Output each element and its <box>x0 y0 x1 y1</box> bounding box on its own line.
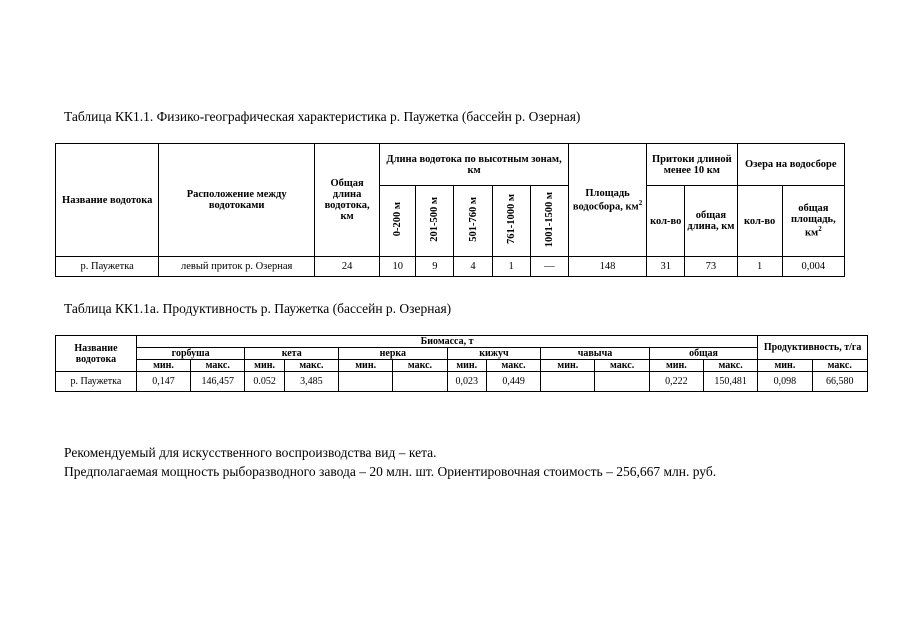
recommendation-text: Рекомендуемый для искусственного воспроизводства вид – кета. <box>64 445 437 460</box>
cell-zone-0: 10 <box>380 257 416 277</box>
species-nerka: нерка <box>339 348 448 360</box>
header-trib-length: общая длина, км <box>685 186 737 257</box>
species-chavycha: чавыча <box>541 348 650 360</box>
cell-name: р. Паужетка <box>56 257 159 277</box>
cell-value <box>541 372 595 392</box>
zone-col-4: 1001-1500 м <box>530 186 568 257</box>
table-row <box>56 257 845 277</box>
physical-geography-table <box>55 143 845 277</box>
header-name: Название водотока <box>56 144 159 257</box>
productivity-table <box>55 335 868 392</box>
cell-lake-area: 0,004 <box>782 257 844 277</box>
cell-location: левый приток р. Озерная <box>159 257 315 277</box>
cell-value: 0,449 <box>486 372 540 392</box>
max-header: макс. <box>393 360 447 372</box>
zone-col-1: 201-500 м <box>416 186 454 257</box>
header-length: Общая длина водотока, км <box>314 144 379 257</box>
cell-value: 0,147 <box>136 372 190 392</box>
header-productivity: Продуктивность, т/га <box>758 336 868 360</box>
header-tributaries: Притоки длиной менее 10 км <box>647 144 737 186</box>
header-area: Площадь водосбора, $км^2$ <box>568 144 646 257</box>
header-biomass: Биомасса, т <box>136 336 757 348</box>
cell-value: 0.052 <box>245 372 284 392</box>
cell-trib-count: 31 <box>647 257 685 277</box>
cell-value <box>393 372 447 392</box>
min-header: мин. <box>541 360 595 372</box>
cell-zone-3: 1 <box>492 257 530 277</box>
header-location: Расположение между водотоками <box>159 144 315 257</box>
max-header: макс. <box>812 360 867 372</box>
max-header: макс. <box>595 360 649 372</box>
max-header: макс. <box>191 360 245 372</box>
min-header: мин. <box>245 360 284 372</box>
header-trib-count: кол-во <box>647 186 685 257</box>
cell-name: р. Паужетка <box>56 372 137 392</box>
cell-zone-4: — <box>530 257 568 277</box>
species-kizhuch: кижуч <box>447 348 541 360</box>
min-header: мин. <box>447 360 486 372</box>
species-keta: кета <box>245 348 339 360</box>
zone-col-2: 501-760 м <box>454 186 492 257</box>
cell-value: 0,023 <box>447 372 486 392</box>
header-lakes: Озера на водосборе <box>737 144 844 186</box>
min-header: мин. <box>758 360 812 372</box>
zone-col-0: 0-200 м <box>380 186 416 257</box>
cell-lake-count: 1 <box>737 257 782 277</box>
min-header: мин. <box>339 360 393 372</box>
cell-area: 148 <box>568 257 646 277</box>
min-header: мин. <box>136 360 190 372</box>
table2-caption: Таблица КК1.1а. Продуктивность р. Паужетка (бассейн р. Озерная) <box>64 301 452 316</box>
cell-value: 3,485 <box>284 372 338 392</box>
header-name: Название водотока <box>56 336 137 372</box>
table-row <box>56 372 868 392</box>
min-header: мин. <box>649 360 703 372</box>
species-gorbusha: горбуша <box>136 348 245 360</box>
cell-zone-2: 4 <box>454 257 492 277</box>
cell-trib-length: 73 <box>685 257 737 277</box>
max-header: макс. <box>486 360 540 372</box>
species-total: общая <box>649 348 758 360</box>
header-zones: Длина водотока по высотным зонам, км <box>380 144 569 186</box>
cell-value: 66,580 <box>812 372 867 392</box>
table1-caption: Таблица КК1.1. Физико-географическая характеристика р. Паужетка (бассейн р. Озерная) <box>64 109 581 124</box>
cell-length: 24 <box>314 257 379 277</box>
capacity-cost-text: Предполагаемая мощность рыборазводного завода – 20 млн. шт. Ориентировочная стоимость – 256,667 млн. руб. <box>64 464 717 479</box>
cell-value: 150,481 <box>704 372 758 392</box>
cell-value <box>339 372 393 392</box>
cell-value: 0,222 <box>649 372 703 392</box>
cell-value: 146,457 <box>191 372 245 392</box>
max-header: макс. <box>284 360 338 372</box>
cell-value <box>595 372 649 392</box>
max-header: макс. <box>704 360 758 372</box>
cell-value: 0,098 <box>758 372 812 392</box>
zone-col-3: 761-1000 м <box>492 186 530 257</box>
header-lake-area: общая площадь, $км^2$ <box>782 186 844 257</box>
cell-zone-1: 9 <box>416 257 454 277</box>
header-lake-count: кол-во <box>737 186 782 257</box>
